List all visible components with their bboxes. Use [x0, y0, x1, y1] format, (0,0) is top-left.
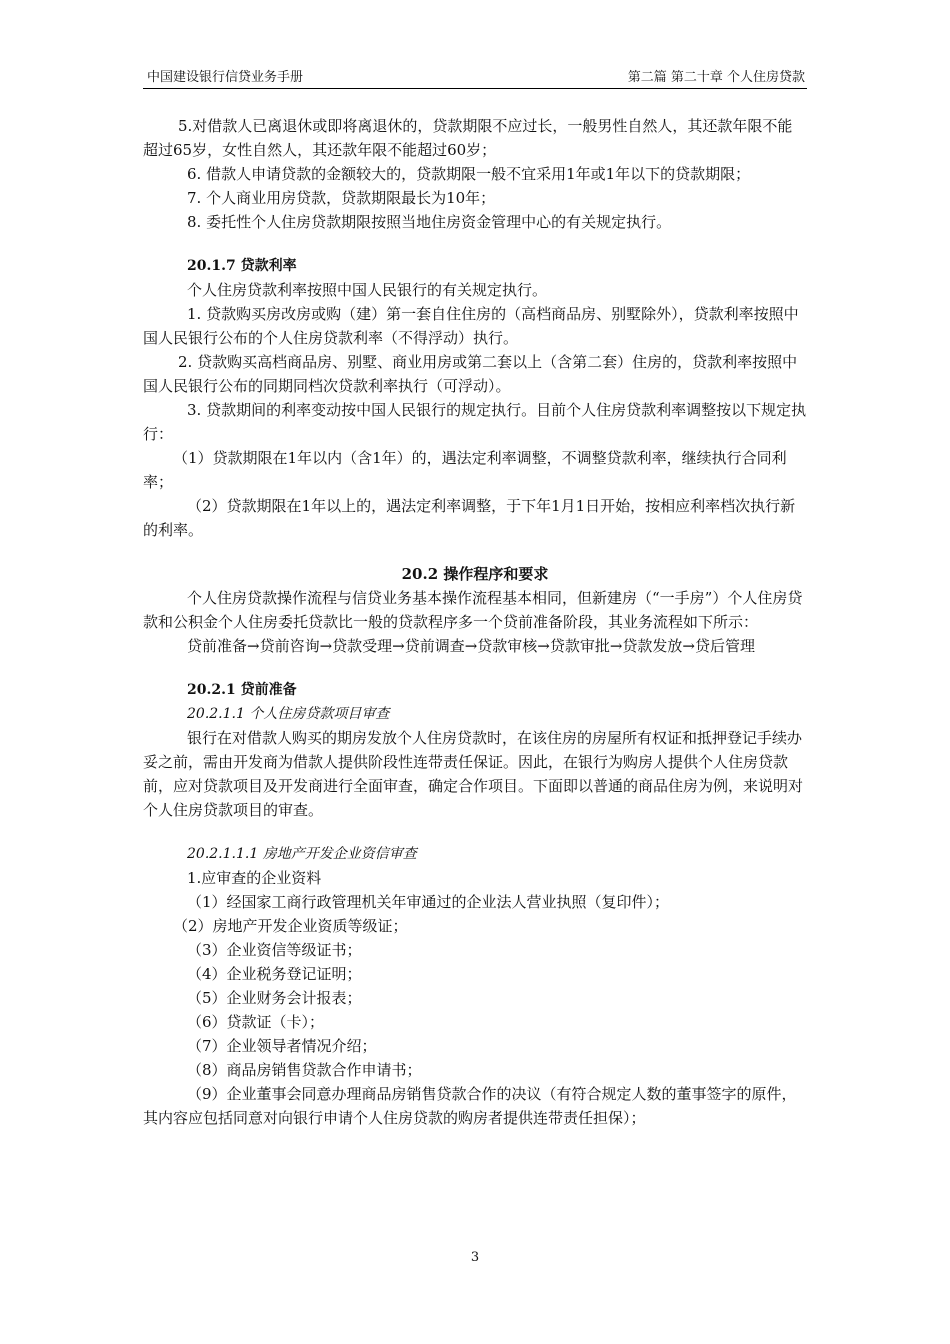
page-number: 3 — [470, 1250, 480, 1265]
header-manual-title: 中国建设银行信贷业务手册 — [147, 70, 304, 85]
page-header — [143, 68, 807, 89]
list-item: （7）企业领导者情况介绍； — [187, 1037, 377, 1055]
paragraph-documents-heading: 1.应审查的企业资料 — [187, 869, 322, 887]
section-heading-pre-loan: 20.2.1 贷前准备 — [187, 682, 297, 698]
section-heading-developer-credit: 20.2.1.1.1 房地产开发企业资信审查 — [187, 846, 417, 862]
paragraph-rate-3-1: （1）贷款期限在1年以内（含1年）的，遇法定利率调整，不调整贷款利率，继续执行合同利率； — [143, 449, 787, 491]
list-item: （1）经国家工商行政管理机关年审通过的企业法人营业执照（复印件）； — [187, 893, 670, 911]
header-chapter-title: 第二篇 第二十章 个人住房贷款 — [627, 70, 805, 85]
section-heading-project-review: 20.2.1.1 个人住房贷款项目审查 — [187, 706, 390, 722]
list-item: （6）贷款证（卡）； — [187, 1013, 325, 1031]
paragraph-procedure-intro: 个人住房贷款操作流程与信贷业务基本操作流程基本相同，但新建房（“一手房”）个人住房贷款和公积金个人住房委托贷款比一般的贷款程序多一个贷前准备阶段，其业务流程如下所示： — [143, 589, 803, 631]
paragraph-entrusted-term: 8. 委托性个人住房贷款期限按照当地住房资金管理中心的有关规定执行。 — [187, 213, 672, 231]
paragraph-rate-3: 3. 贷款期间的利率变动按中国人民银行的规定执行。目前个人住房贷款利率调整按以下规定执行： — [143, 401, 807, 443]
list-item: （4）企业税务登记证明； — [187, 965, 362, 983]
list-item: （2）房地产开发企业资质等级证； — [173, 917, 408, 935]
list-item: （3）企业资信等级证书； — [187, 941, 362, 959]
section-heading-loan-rate: 20.1.7 贷款利率 — [187, 258, 297, 274]
paragraph-project-review: 银行在对借款人购买的期房发放个人住房贷款时，在该住房的房屋所有权证和抵押登记手续办妥之前，需由开发商为借款人提供阶段性连带责任保证。因此，在银行为购房人提供个人住房贷款前，应对贷款项目及开发商进行全面审查，确定合作项目。下面即以普通的商品住房为例，来说明对个人住房贷款项目的审查。 — [143, 729, 804, 819]
page-content — [143, 114, 807, 1130]
paragraph-retirement-term: 5.对借款人已离退休或即将离退休的，贷款期限不应过长，一般男性自然人，其还款年限不能超过65岁，女性自然人，其还款年限不能超过60岁； — [143, 117, 793, 159]
paragraph-procedure-flow: 贷前准备→贷前咨询→贷款受理→贷前调查→贷款审核→贷款审批→贷款发放→贷后管理 — [187, 637, 755, 655]
paragraph-rate-3-2: （2）贷款期限在1年以上的，遇法定利率调整，于下年1月1日开始，按相应利率档次执行新的利率。 — [143, 497, 796, 539]
paragraph-rate-1: 1. 贷款购买房改房或购（建）第一套自住住房的（高档商品房、别墅除外），贷款利率按照中国人民银行公布的个人住房贷款利率（不得浮动）执行。 — [143, 305, 799, 347]
list-item: （9）企业董事会同意办理商品房销售贷款合作的决议（有符合规定人数的董事签字的原件，其内容应包括同意对向银行申请个人住房贷款的购房者提供连带责任担保）； — [143, 1085, 797, 1127]
list-item: （8）商品房销售贷款合作申请书； — [187, 1061, 422, 1079]
paragraph-large-loan-term: 6. 借款人申请贷款的金额较大的，贷款期限一般不宜采用1年或1年以下的贷款期限； — [187, 165, 751, 183]
section-heading-procedure: 20.2 操作程序和要求 — [401, 565, 549, 583]
paragraph-rate-2: 2. 贷款购买高档商品房、别墅、商业用房或第二套以上（含第二套）住房的，贷款利率按照中国人民银行公布的同期同档次贷款利率执行（可浮动）。 — [143, 353, 798, 395]
list-item: （5）企业财务会计报表； — [187, 989, 362, 1007]
paragraph-commercial-term: 7. 个人商业用房贷款，贷款期限最长为10年； — [187, 189, 496, 207]
paragraph-rate-intro: 个人住房贷款利率按照中国人民银行的有关规定执行。 — [187, 281, 548, 299]
